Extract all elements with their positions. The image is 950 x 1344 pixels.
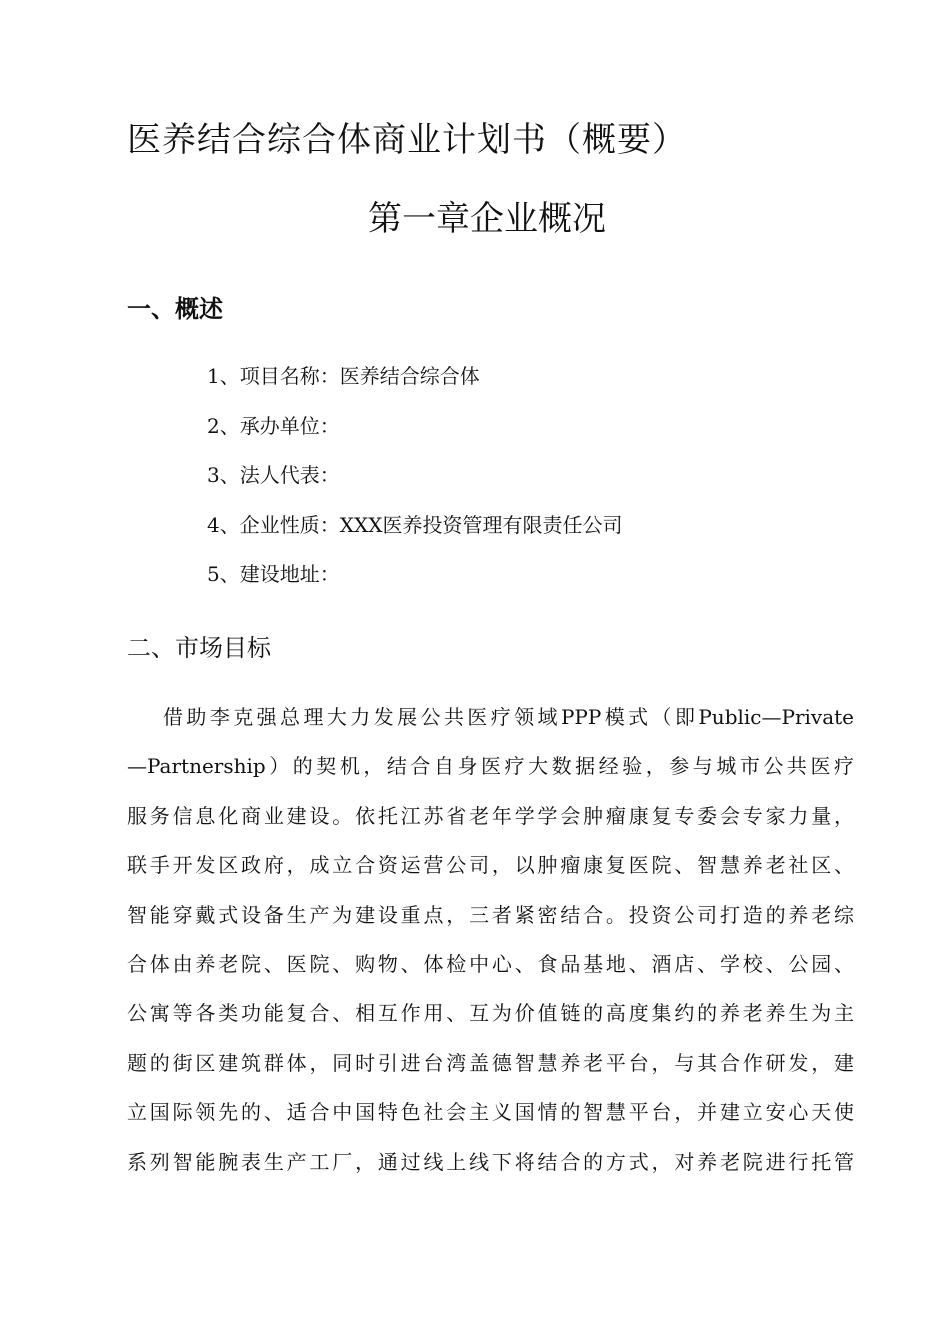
document-title: 医养结合综合体商业计划书（概要） (127, 120, 687, 160)
section-heading-market-goals: 二、市场目标 (127, 634, 271, 662)
paragraph-line: 立国际领先的、适合中国特色社会主义国情的智慧平台，并建立安心天使 (127, 1100, 854, 1125)
section-heading-overview: 一、概述 (127, 295, 223, 323)
info-item-project-name: 1、项目名称：医养结合综合体 (207, 364, 480, 388)
paragraph-line: 系列智能腕表生产工厂，通过线上线下将结合的方式，对养老院进行托管 (127, 1149, 854, 1174)
paragraph-line: 公寓等各类功能复合、相互作用、互为价值链的高度集约的养老养生为主 (127, 1001, 854, 1026)
info-item-legal-representative: 3、法人代表： (207, 463, 340, 487)
paragraph-line: 题的街区建筑群体，同时引进台湾盖德智慧养老平台，与其合作研发，建 (127, 1050, 854, 1075)
paragraph-line: —Partnership）的契机，结合自身医疗大数据经验，参与城市公共医疗 (127, 754, 854, 779)
market-goals-paragraph (127, 700, 854, 1194)
info-item-company-type: 4、企业性质：XXX医养投资管理有限责任公司 (207, 512, 623, 537)
info-item-address: 5、建设地址： (207, 562, 340, 586)
paragraph-line: 合体由养老院、医院、购物、体检中心、食品基地、酒店、学校、公园、 (127, 951, 854, 976)
chapter-title: 第一章企业概况 (368, 199, 606, 239)
info-item-organizer: 2、承办单位： (207, 413, 340, 438)
paragraph-line: 借助李克强总理大力发展公共医疗领域PPP模式（即Public—Private (163, 705, 854, 729)
paragraph-line: 智能穿戴式设备生产为建设重点，三者紧密结合。投资公司打造的养老综 (127, 902, 854, 927)
paragraph-line: 服务信息化商业建设。依托江苏省老年学学会肿瘤康复专委会专家力量， (127, 803, 854, 828)
project-info-list (207, 359, 622, 607)
paragraph-line: 联手开发区政府，成立合资运营公司，以肿瘤康复医院、智慧养老社区、 (127, 853, 854, 878)
